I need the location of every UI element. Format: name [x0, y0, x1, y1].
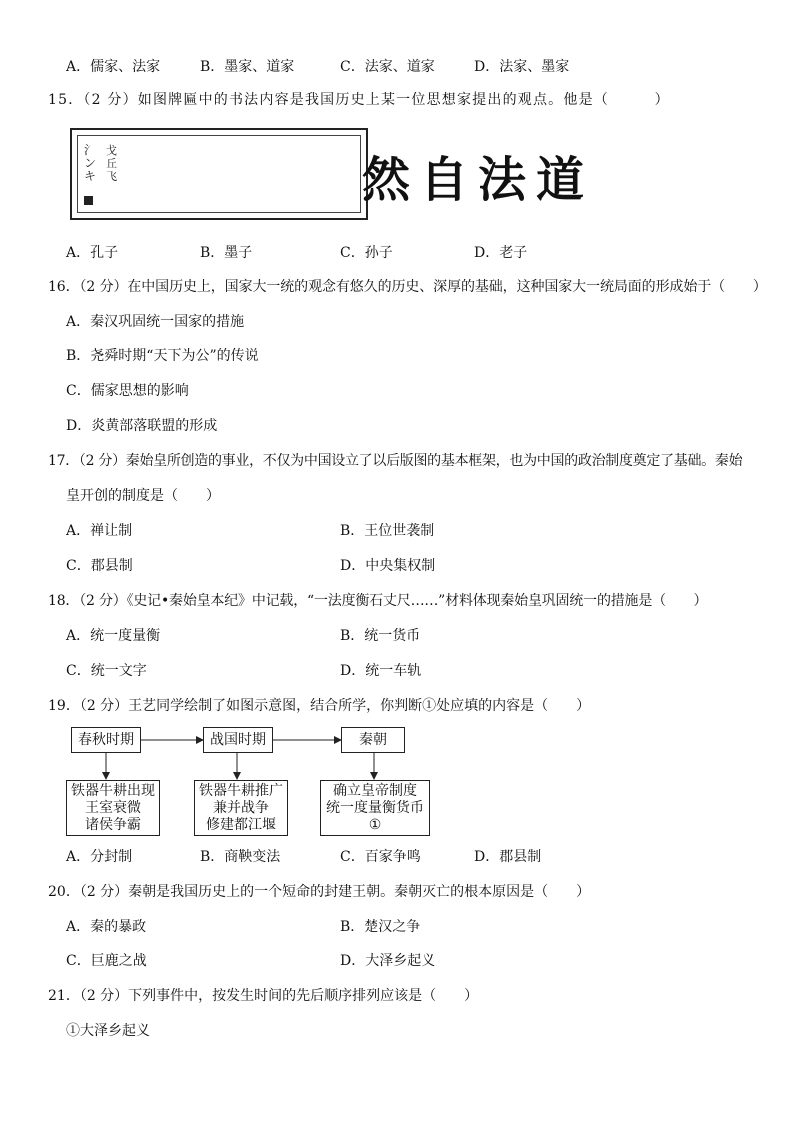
q14-option-a: A．儒家、法家	[66, 59, 161, 75]
detail-1-line-2: 王室衰微	[85, 800, 141, 816]
detail-2-line-1: 铁器牛耕推广	[199, 783, 283, 799]
detail-2-line-3: 修建都江堰	[206, 817, 276, 833]
detail-2-line-2: 兼并战争	[213, 800, 269, 816]
q18-stem: 18．（2 分）《史记•秦始皇本纪》中记载，“一法度衡石丈尺……”材料体现秦始皇巩固统一的措施是（ ）	[48, 593, 708, 609]
period-box-3: 秦朝	[341, 727, 405, 753]
detail-1-line-1: 铁器牛耕出现	[71, 783, 155, 799]
q21-item-1: ①大泽乡起义	[66, 1023, 150, 1039]
q20-option-b: B．楚汉之争	[340, 919, 421, 935]
q19-option-d: D．郡县制	[474, 849, 542, 865]
detail-box-2	[194, 780, 288, 836]
q18-option-b: B．统一货币	[340, 628, 421, 644]
detail-3-line-2: 统一度量衡货币	[326, 800, 424, 816]
q19-option-b: B．商鞅变法	[200, 849, 281, 865]
plaque-signature-mark-2: 戈 丘 飞	[106, 144, 117, 183]
q20-option-d: D．大泽乡起义	[340, 953, 436, 969]
detail-3-line-1: 确立皇帝制度	[333, 783, 417, 799]
q14-option-c: C．法家、道家	[340, 59, 435, 75]
q18-option-c: C．统一文字	[66, 663, 147, 679]
detail-1-line-3: 诸侯争霸	[85, 817, 141, 833]
period-box-1: 春秋时期	[71, 727, 141, 753]
q14-option-d: D．法家、墨家	[474, 59, 570, 75]
detail-3-blank-marker: ①	[368, 817, 382, 833]
q16-option-d: D．炎黄部落联盟的形成	[66, 418, 218, 434]
q19-option-a: A．分封制	[66, 849, 133, 865]
plaque-main-text: 道法自然	[362, 152, 595, 208]
q20-stem: 20．（2 分）秦朝是我国历史上的一个短命的封建王朝。秦朝灭亡的根本原因是（ ）	[48, 884, 591, 900]
q17-option-d: D．中央集权制	[340, 558, 436, 574]
q19-option-c: C．百家争鸣	[340, 849, 421, 865]
q20-option-a: A．秦的暴政	[66, 919, 147, 935]
q15-stem: 15．（2 分）如图牌匾中的书法内容是我国历史上某一位思想家提出的观点。他是（ ）	[48, 92, 670, 108]
q18-option-d: D．统一车轨	[340, 663, 422, 679]
q15-option-b: B．墨子	[200, 245, 253, 261]
q20-option-c: C．巨鹿之战	[66, 953, 147, 969]
q19-stem: 19．（2 分）王艺同学绘制了如图示意图，结合所学，你判断①处应填的内容是（ ）	[48, 698, 591, 714]
q18-option-a: A．统一度量衡	[66, 628, 161, 644]
q16-option-c: C．儒家思想的影响	[66, 383, 189, 399]
q17-stem-line-2: 皇开创的制度是（ ）	[66, 488, 220, 504]
q15-option-a: A．孔子	[66, 245, 119, 261]
q17-option-a: A．禅让制	[66, 523, 133, 539]
q15-option-c: C．孙子	[340, 245, 393, 261]
detail-box-1	[66, 780, 160, 836]
q16-option-b: B．尧舜时期“天下为公”的传说	[66, 348, 259, 364]
detail-box-3	[320, 780, 430, 836]
q17-option-b: B．王位世袭制	[340, 523, 435, 539]
q17-option-c: C．郡县制	[66, 558, 133, 574]
q16-option-a: A．秦汉巩固统一国家的措施	[66, 314, 245, 330]
period-box-2: 战国时期	[203, 727, 273, 753]
q21-stem: 21．（2 分）下列事件中，按发生时间的先后顺序排列应该是（ ）	[48, 988, 479, 1004]
q14-option-b: B．墨家、道家	[200, 59, 295, 75]
q16-stem: 16．（2 分）在中国历史上，国家大一统的观念有悠久的历史、深厚的基础，这种国家大一统局面的形成始于（ ）	[48, 279, 767, 295]
q17-stem-line-1: 17．（2 分）秦始皇所创造的事业，不仅为中国设立了以后版图的基本框架，也为中国的政治制度奠定了基础。秦始	[48, 453, 743, 469]
plaque-signature-mark: 氵 ン キ	[84, 143, 97, 183]
q15-option-d: D．老子	[474, 245, 528, 261]
